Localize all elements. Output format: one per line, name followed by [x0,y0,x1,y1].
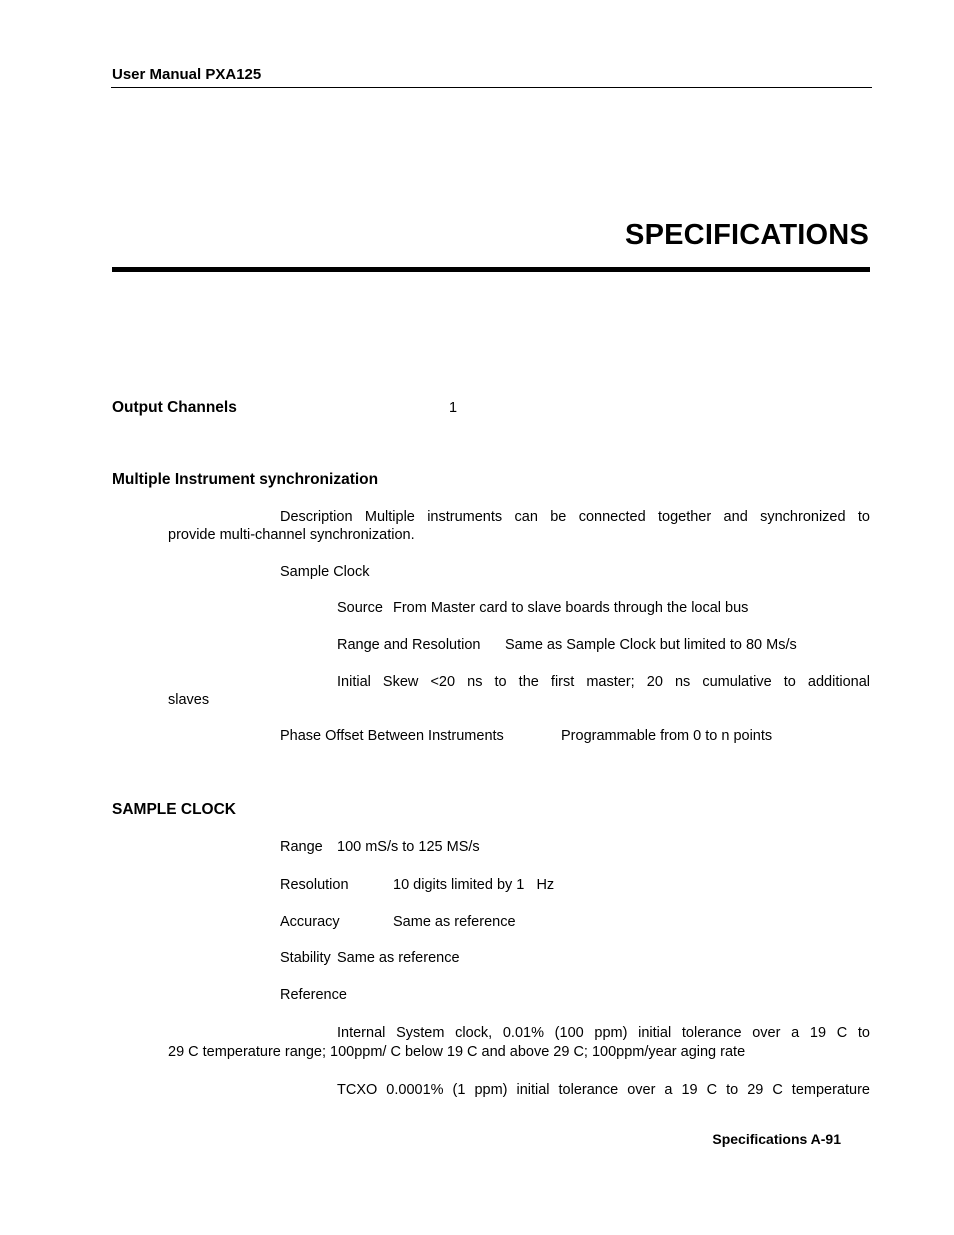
sync-sample-clock-label: Sample Clock [280,564,370,580]
sync-range-label: Range and Resolution [337,637,481,653]
sync-phase-label: Phase Offset Between Instruments [280,728,504,744]
sync-phase-value: Programmable from 0 to n points [561,728,773,744]
sync-description-line1: Description Multiple instruments can be connected together and synchronized to [280,509,870,525]
page-title: SPECIFICATIONS [625,219,869,251]
sc-internal-line1: Internal System clock, 0.01% (100 ppm) initial tolerance over a 19 C to [337,1025,870,1041]
sc-internal-line2: 29 C temperature range; 100ppm/ C below 19 C and above 29 C; 100ppm/year aging rate [168,1044,746,1060]
sync-heading: Multiple Instrument synchronization [112,471,379,488]
sc-range-label: Range [280,839,323,855]
sync-skew-line2: slaves [168,692,210,708]
header-rule [111,87,872,88]
sc-tcxo-line1: TCXO 0.0001% (1 ppm) initial tolerance over a 19 C to 29 C temperature [337,1082,870,1098]
page-footer: Specifications A-91 [712,1131,841,1147]
sc-accuracy-label: Accuracy [280,914,340,930]
sync-description-line2: provide multi-channel synchronization. [168,527,415,543]
sync-source-label: Source [337,600,383,616]
running-header: User Manual PXA125 [112,66,262,83]
sc-reference-label: Reference [280,987,347,1003]
output-channels-label: Output Channels [112,399,237,416]
sc-resolution-label: Resolution [280,877,349,893]
title-rule [112,267,870,272]
sample-clock-heading: SAMPLE CLOCK [112,801,236,818]
sync-source-value: From Master card to slave boards through the local bus [393,600,749,616]
sc-stability-value: Same as reference [337,950,460,966]
sync-range-value: Same as Sample Clock but limited to 80 Ms/s [505,637,797,653]
output-channels-value: 1 [449,400,458,416]
sc-range-value: 100 mS/s to 125 MS/s [337,839,480,855]
sc-resolution-value: 10 digits limited by 1 Hz [393,877,555,893]
sc-stability-label: Stability [280,950,331,966]
sync-skew-line1: Initial Skew <20 ns to the first master; 20 ns cumulative to additional [337,674,870,690]
sc-accuracy-value: Same as reference [393,914,516,930]
